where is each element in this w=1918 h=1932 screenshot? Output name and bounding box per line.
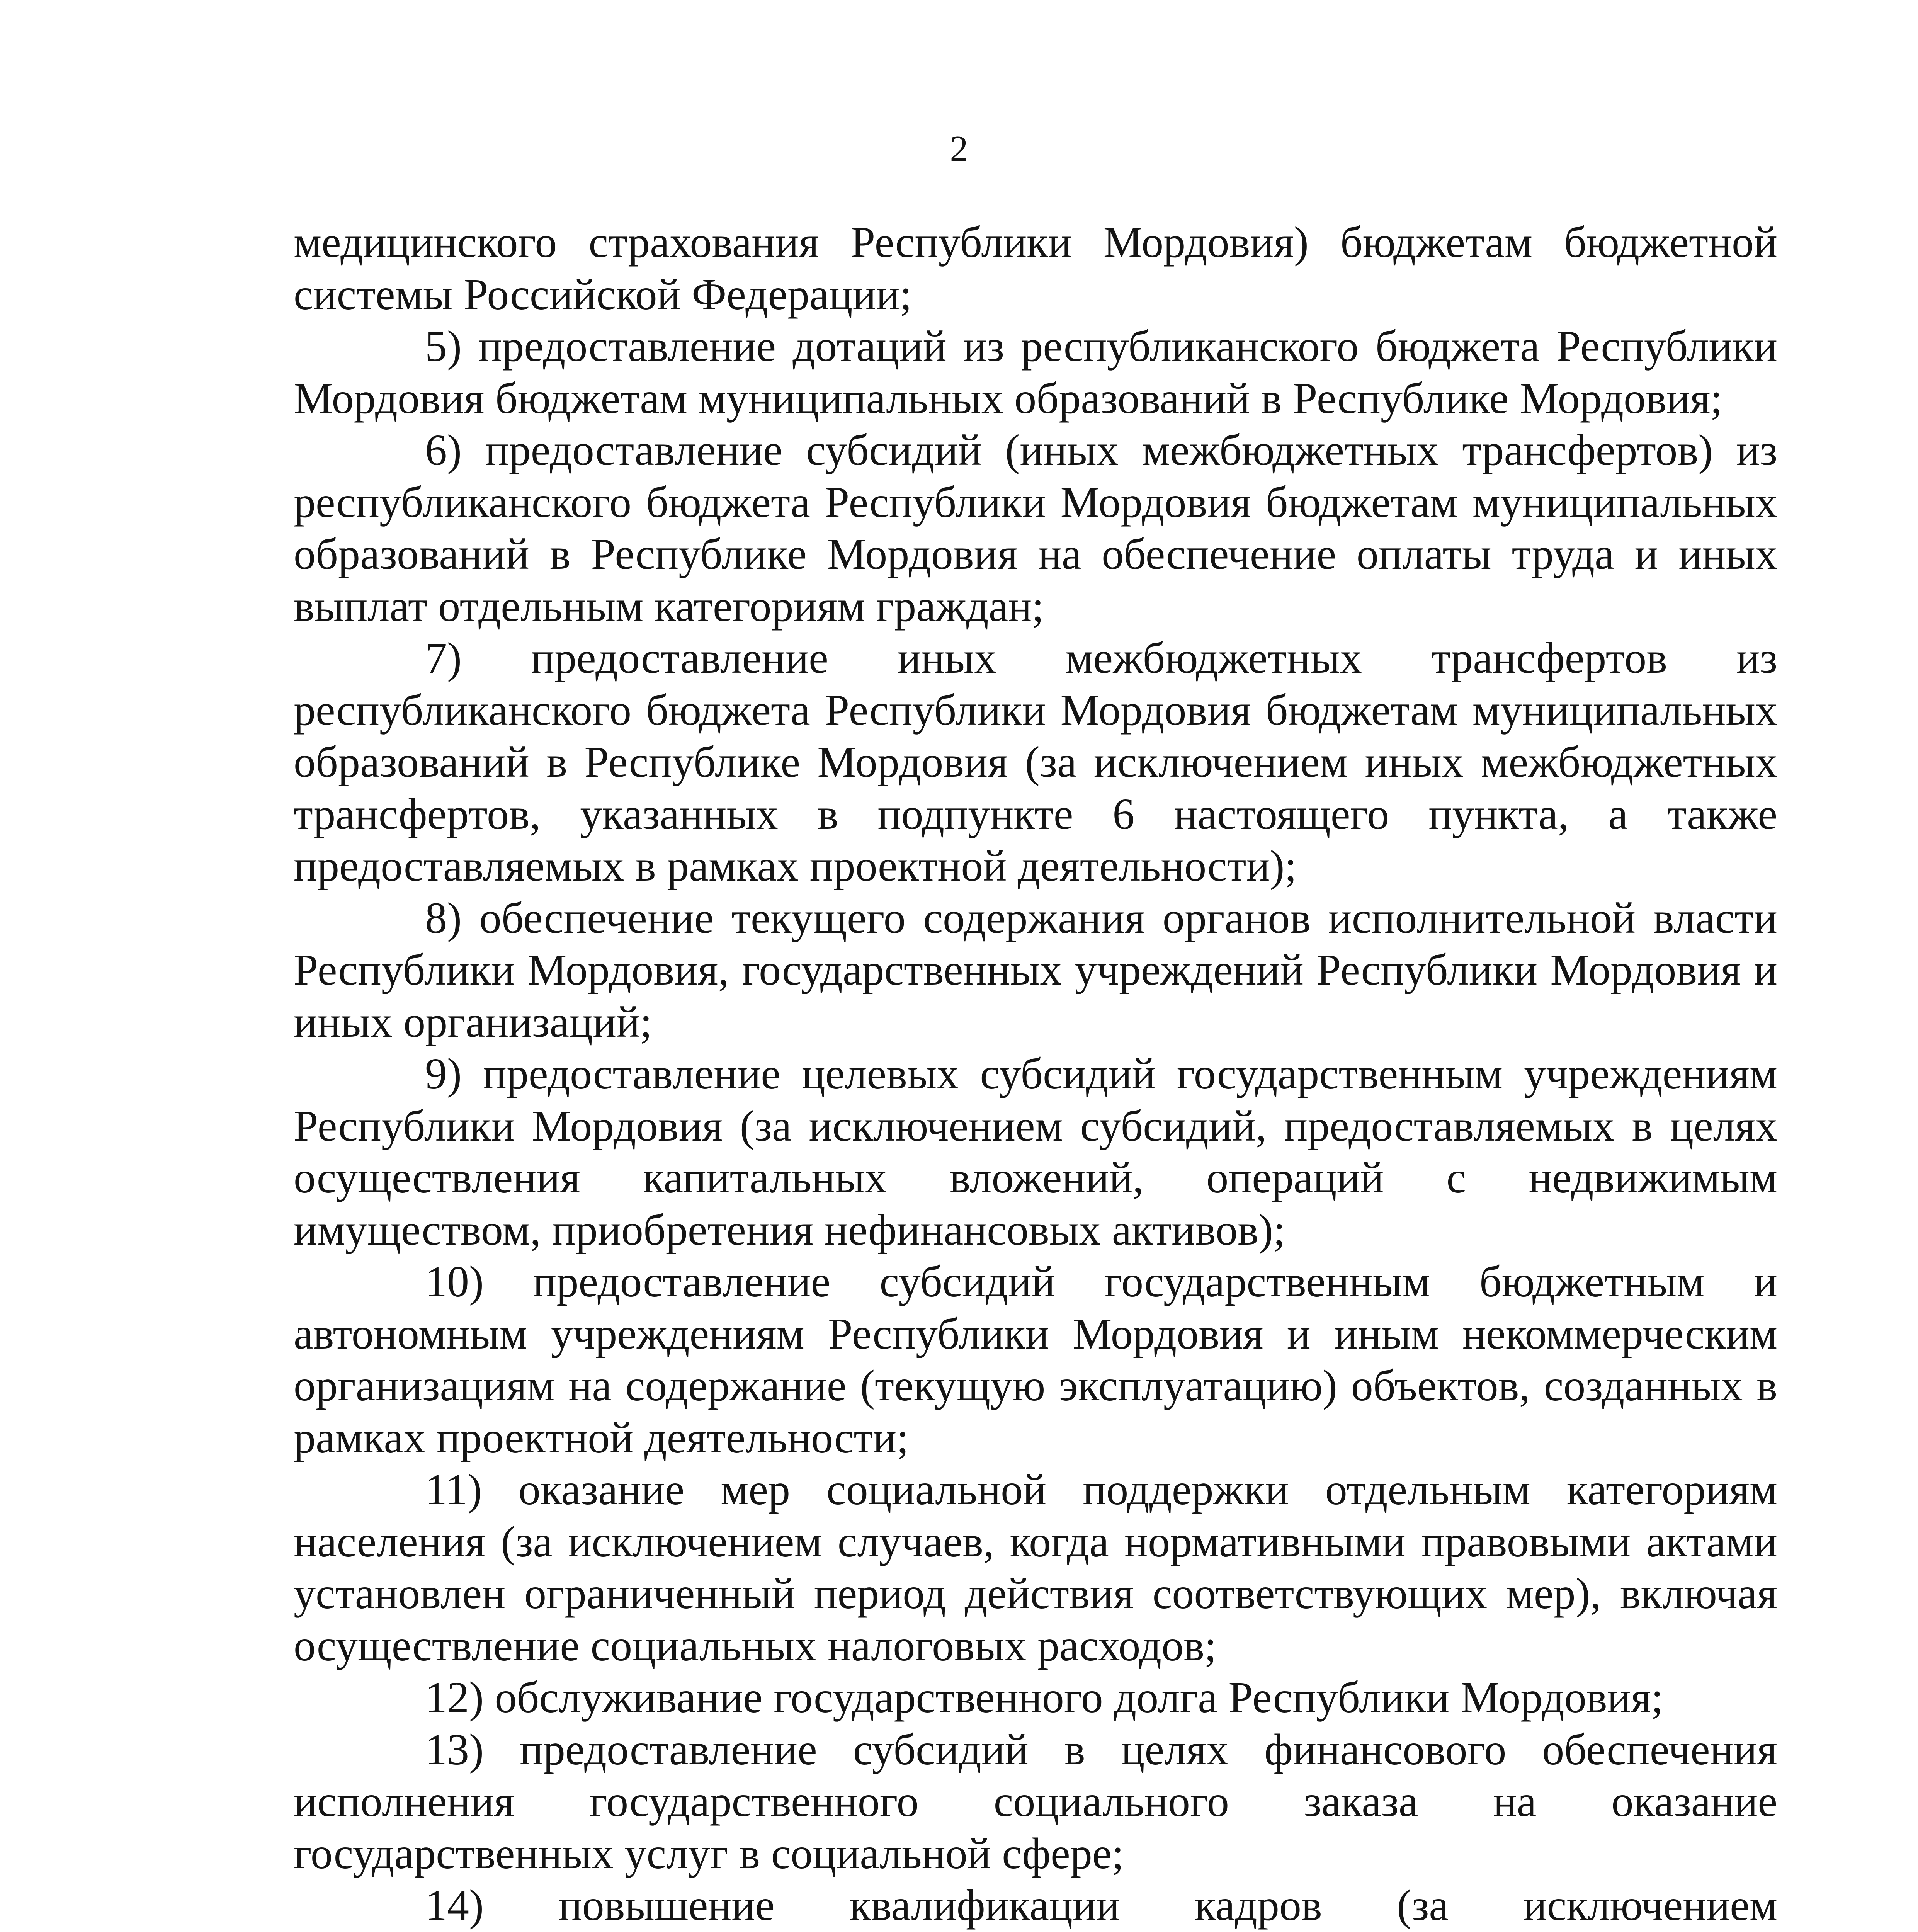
list-item-13: 13) предоставление субсидий в целях финансового обеспечения исполнения государственного социального заказа на оказание государственных услуг в социальной сфере; [294, 1725, 1777, 1878]
list-item-8: 8) обеспечение текущего содержания органов исполнительной власти Республики Мордовия, государственных учреждений Республики Мордовия и иных организаций; [294, 893, 1777, 1046]
list-item-14: 14) повышение квалификации кадров (за исключением [425, 1881, 1777, 1930]
list-item-5: 5) предоставление дотаций из республиканского бюджета Республики Мордовия бюджетам муниципальных образований в Республике Мордовия; [294, 321, 1777, 423]
document-body [294, 216, 1777, 1932]
list-item-6: 6) предоставление субсидий (иных межбюджетных трансфертов) из республиканского бюджета Республики Мордовия бюджетам муниципальных образований в Республике Мордовия на обеспечение оплаты труда и иных выплат отдельным категориям граждан; [294, 425, 1777, 631]
page-number: 2 [950, 129, 968, 169]
list-item-9: 9) предоставление целевых субсидий государственным учреждениям Республики Мордовия (за исключением субсидий, предоставляемых в целях осуществления капитальных вложений, операций с недвижимым имуществом, приобретения нефинансовых активов); [294, 1049, 1777, 1254]
paragraph-continuation: медицинского страхования Республики Мордовия) бюджетам бюджетной системы Российской Федерации; [294, 218, 1777, 319]
list-item-10: 10) предоставление субсидий государственным бюджетным и автономным учреждениям Республики Мордовия и иным некоммерческим организациям на содержание (текущую эксплуатацию) объектов, созданных в рамках проектной деятельности; [294, 1257, 1777, 1462]
list-item-11: 11) оказание мер социальной поддержки отдельным категориям населения (за исключением случаев, когда нормативными правовыми актами установлен ограниченный период действия соответствующих мер), включая осуществление социальных налоговых расходов; [294, 1465, 1777, 1670]
list-item-12: 12) обслуживание государственного долга Республики Мордовия; [425, 1673, 1663, 1722]
list-item-7: 7) предоставление иных межбюджетных трансфертов из республиканского бюджета Республики Мордовия бюджетам муниципальных образований в Республике Мордовия (за исключением иных межбюджетных трансфертов, указанных в подпункте 6 настоящего пункта, а также предоставляемых в рамках проектной деятельности); [294, 633, 1777, 890]
